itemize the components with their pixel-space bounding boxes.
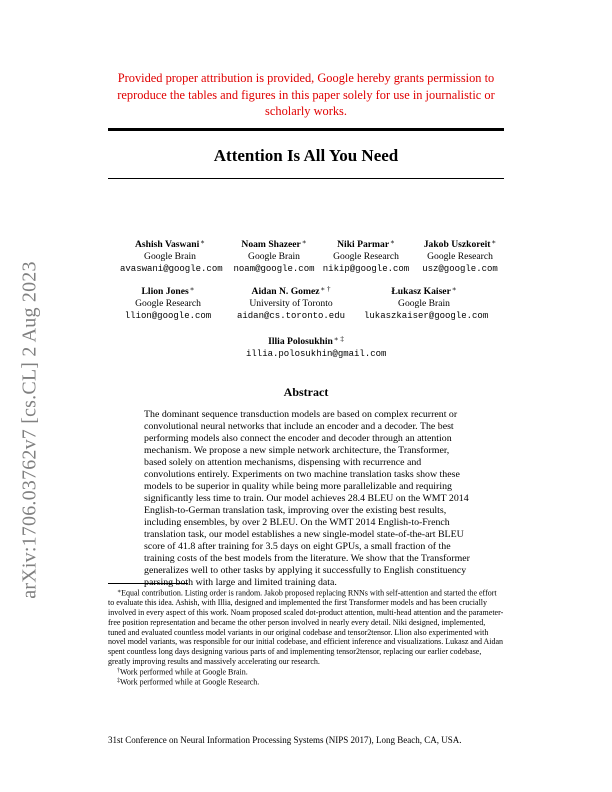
author-affiliation: Google Brain xyxy=(398,298,450,309)
author-name: Llion Jones xyxy=(141,286,189,297)
footnote-text: Equal contribution. Listing order is random. Jakob proposed replacing RNNs with self-attention and started the effort to evaluate this idea. Ashish, with Illia, designed and implemented the first Transformer models and has been crucially involved in every aspect of this work. Noam proposed scaled dot-product attention, multi-head attention and the parameter-free position representation and became the other person involved in nearly every detail. Niki designed, implemented, tuned and evaluated countless model variants in our original codebase and tensor2tensor. Llion also experimented with novel model variants, was responsible for our initial codebase, and efficient inference and visualizations. Lukasz and Aidan spent countless long days designing various parts of and implementing tensor2tensor, replacing our earlier codebase, greatly improving results and massively accelerating our research. xyxy=(108,588,504,667)
footnote-item xyxy=(108,677,504,687)
footnote-text: Work performed while at Google Brain. xyxy=(120,667,248,677)
abstract-body: The dominant sequence transduction models are based on complex recurrent or convolutional neural networks that include an encoder and a decoder. The best performing models also connect the encoder and decoder through an attention mechanism. We propose a new simple network architecture, the Transformer, based solely on attention mechanisms, dispensing with recurrence and convolutions entirely. Experiments on two machine translation tasks show these models to be superior in quality while being more parallelizable and requiring significantly less time to train. Our model achieves 28.4 BLEU on the WMT 2014 English-to-German translation task, improving over the existing best results, including ensembles, by over 2 BLEU. On the WMT 2014 English-to-French translation task, our model establishes a new single-model state-of-the-art BLEU score of 41.8 after training for 3.5 days on eight GPUs, a small fraction of the training costs of the best models from the literature. We show that the Transformer generalizes well to other tasks by applying it successfully to English constituency parsing both with large and limited training data. xyxy=(144,409,470,588)
author-email[interactable]: usz@google.com xyxy=(422,264,498,274)
title-rule-top xyxy=(108,128,504,131)
author-email[interactable]: lukaszkaiser@google.com xyxy=(364,311,489,321)
footnote-mark: ‡ xyxy=(117,678,120,685)
title-rule-bottom xyxy=(108,178,504,179)
author-affiliation: Google Research xyxy=(333,251,399,262)
permission-notice: Provided proper attribution is provided, Google hereby grants permission to reproduce the tables and figures in this paper solely for use in journalistic or scholarly works. xyxy=(117,71,495,118)
author-affiliation: University of Toronto xyxy=(249,298,333,309)
author-email[interactable]: avaswani@google.com xyxy=(120,264,223,274)
arxiv-identifier: arXiv:1706.03762v7 [cs.CL] 2 Aug 2023 xyxy=(18,261,41,599)
footnote-item xyxy=(108,667,504,677)
author-mark: ∗ † xyxy=(320,285,331,293)
author-mark: ∗ ‡ xyxy=(333,335,344,343)
author-email[interactable]: nikip@google.com xyxy=(322,264,410,274)
author-mark: ∗ xyxy=(451,285,457,293)
author-block xyxy=(410,236,510,275)
footnotes xyxy=(108,588,504,687)
author-affiliation: Google Brain xyxy=(248,251,300,262)
abstract-heading: Abstract xyxy=(283,385,329,399)
author-name: Aidan N. Gomez xyxy=(251,286,320,297)
conference-note: 31st Conference on Neural Information Processing Systems (NIPS 2017), Long Beach, CA, USA. xyxy=(108,735,462,745)
author-email[interactable]: noam@google.com xyxy=(233,264,315,274)
author-block xyxy=(224,236,324,275)
author-email[interactable]: aidan@cs.toronto.edu xyxy=(236,311,346,321)
author-email[interactable]: llion@google.com xyxy=(124,311,212,321)
footnote-mark: ∗ xyxy=(117,589,122,595)
author-block xyxy=(316,236,416,275)
paper-title: Attention Is All You Need xyxy=(213,146,399,165)
author-block xyxy=(246,333,387,360)
author-block xyxy=(118,283,218,322)
author-mark: ∗ xyxy=(301,238,307,246)
author-mark: ∗ xyxy=(491,238,497,246)
author-name: Ashish Vaswani xyxy=(134,239,200,250)
author-mark: ∗ xyxy=(390,238,395,246)
author-mark: ∗ xyxy=(200,238,206,246)
footnote-rule xyxy=(108,583,188,584)
author-block xyxy=(364,283,489,322)
footnote-item xyxy=(108,588,504,667)
footnote-text: Work performed while at Google Research. xyxy=(120,677,260,687)
author-name: Illia Polosukhin xyxy=(268,336,333,347)
author-block xyxy=(236,283,346,322)
author-email[interactable]: illia.polosukhin@gmail.com xyxy=(246,349,387,359)
author-mark: ∗ xyxy=(189,285,195,293)
author-name: Noam Shazeer xyxy=(241,239,301,250)
author-affiliation: Google Research xyxy=(427,251,493,262)
author-affiliation: Google Brain xyxy=(144,251,196,262)
author-block xyxy=(120,236,223,275)
author-name: Niki Parmar xyxy=(337,239,390,250)
author-affiliation: Google Research xyxy=(135,298,201,309)
footnote-mark: † xyxy=(117,667,120,674)
author-name: Jakob Uszkoreit xyxy=(423,239,491,250)
author-name: Łukasz Kaiser xyxy=(391,286,451,297)
